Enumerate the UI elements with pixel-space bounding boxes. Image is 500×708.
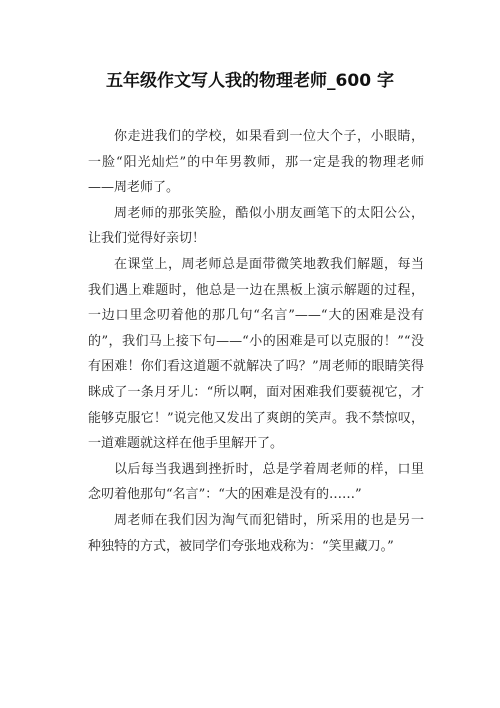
document-title: 五年级作文写人我的物理老师_600 字 (106, 71, 394, 91)
paragraph: 周老师在我们因为淘气而犯错时，所采用的也是另一种独特的方式，被同学们夸张地戏称为：“笑里藏刀。” (88, 512, 424, 554)
paragraph: 周老师的那张笑脸，酷似小朋友画笔下的太阳公公，让我们觉得好亲切！ (88, 205, 424, 247)
document-body (88, 124, 424, 559)
paragraph: 以后每当我遇到挫折时，总是学着周老师的样，口里念叨着他那句“名言”：“大的困难是没有的……” (88, 461, 424, 503)
paragraph: 在课堂上，周老师总是面带微笑地教我们解题，每当我们遇上难题时，他总是一边在黑板上演示解题的过程，一边口里念叨着他的那几句“名言”——“大的困难是没有的”，我们马上接下句——“小的困难是可以克服的！”“没有困难！你们看这道题不就解决了吗？”周老师的眼睛笑得眯成了一条月牙儿：“所以啊，面对困难我们要藐视它，才能够克服它！”说完他又发出了爽朗的笑声。我不禁惊叹，一道难题就这样在他手里解开了。 (88, 256, 424, 452)
paragraph: 你走进我们的学校，如果看到一位大个子，小眼睛，一脸“阳光灿烂”的中年男教师，那一定是我的物理老师——周老师了。 (88, 129, 424, 196)
